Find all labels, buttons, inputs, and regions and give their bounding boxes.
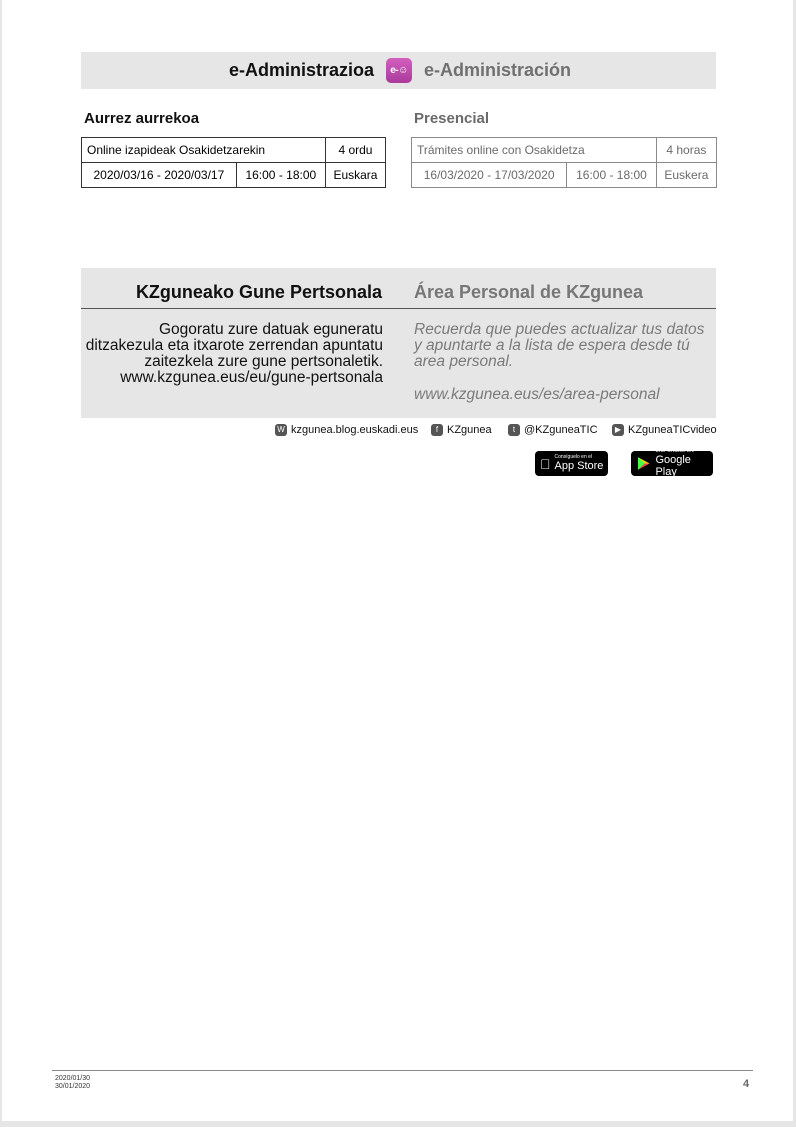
app-store-badge[interactable] — [535, 451, 608, 476]
footer-date-basque: 2020/01/30 — [55, 1075, 91, 1082]
google-play-big-text: Google Play — [655, 454, 691, 478]
google-play-small-text: DISPONIBLE EN — [655, 448, 694, 454]
google-play-label — [655, 449, 713, 478]
banner-title-spanish: e-Administración — [424, 60, 572, 80]
table-row — [82, 138, 386, 163]
course-table-basque — [81, 137, 386, 188]
course-dates: 2020/03/16 - 2020/03/17 — [82, 163, 237, 188]
e-administration-banner — [81, 52, 716, 89]
app-store-small-text: Consíguelo en el — [544, 454, 582, 460]
youtube-icon: ▶ — [612, 424, 624, 436]
app-store-big-text: App Store — [544, 460, 593, 472]
social-link-twitter[interactable] — [508, 424, 598, 436]
table-row — [82, 163, 386, 188]
course-language: Euskara — [325, 163, 385, 188]
app-store-label — [544, 454, 604, 472]
course-heading-basque: Aurrez aurrekoa — [84, 110, 200, 127]
footer-date-spanish: 30/01/2020 — [55, 1083, 91, 1090]
course-dates: 16/03/2020 - 17/03/2020 — [412, 163, 567, 188]
footer-dates — [55, 1075, 90, 1091]
course-duration: 4 ordu — [325, 138, 385, 163]
personal-area-text-basque — [83, 322, 383, 386]
document-page — [2, 0, 793, 1121]
course-name: Online izapideak Osakidetzarekin — [82, 138, 326, 163]
personal-area-box — [81, 268, 716, 418]
apple-icon — [540, 456, 551, 472]
personal-area-title-basque: KZguneako Gune Pertsonala — [135, 282, 382, 302]
course-heading-spanish: Presencial — [414, 110, 490, 127]
course-time: 16:00 - 18:00 — [236, 163, 325, 188]
course-language: Euskera — [656, 163, 716, 188]
personal-area-title-spanish: Área Personal de KZgunea — [414, 282, 644, 302]
social-link-facebook[interactable] — [431, 424, 492, 436]
google-play-icon — [637, 456, 650, 471]
page-number: 4 — [743, 1078, 750, 1090]
table-row — [412, 163, 717, 188]
divider — [81, 308, 716, 309]
google-play-badge[interactable] — [631, 448, 713, 478]
social-link-twitter-label: @KZguneaTIC — [524, 424, 598, 436]
table-row — [412, 138, 717, 163]
course-duration: 4 horas — [656, 138, 716, 163]
personal-area-link-spanish[interactable]: www.kzgunea.eus/es/area-personal — [414, 386, 660, 403]
course-table-spanish — [411, 137, 717, 188]
course-time: 16:00 - 18:00 — [567, 163, 656, 188]
blog-icon: W — [275, 424, 287, 436]
footer-divider — [52, 1070, 753, 1071]
social-link-youtube-label: KZguneaTICvideo — [628, 424, 717, 436]
facebook-icon: f — [431, 424, 443, 436]
twitter-icon: t — [508, 424, 520, 436]
social-link-blog-label: kzgunea.blog.euskadi.eus — [291, 424, 419, 436]
e-administration-logo-icon: e-☺ — [386, 58, 412, 83]
social-link-blog[interactable] — [275, 424, 418, 436]
course-name: Trámites online con Osakidetza — [412, 138, 657, 163]
social-link-facebook-label: KZgunea — [447, 424, 492, 436]
social-link-youtube[interactable] — [612, 424, 717, 436]
personal-area-link-basque[interactable]: www.kzgunea.eus/eu/gune-pertsonala — [120, 369, 383, 386]
personal-area-message-basque: Gogoratu zure datuak eguneratu ditzakezula eta itxarote zerrendan apuntatu zaitezkela zure gune pertsonaletik. — [85, 321, 383, 370]
personal-area-message-spanish: Recuerda que puedes actualizar tus datos y apuntarte a la lista de espera desde tú area personal. — [414, 321, 705, 370]
banner-title-basque: e-Administrazioa — [228, 60, 374, 80]
